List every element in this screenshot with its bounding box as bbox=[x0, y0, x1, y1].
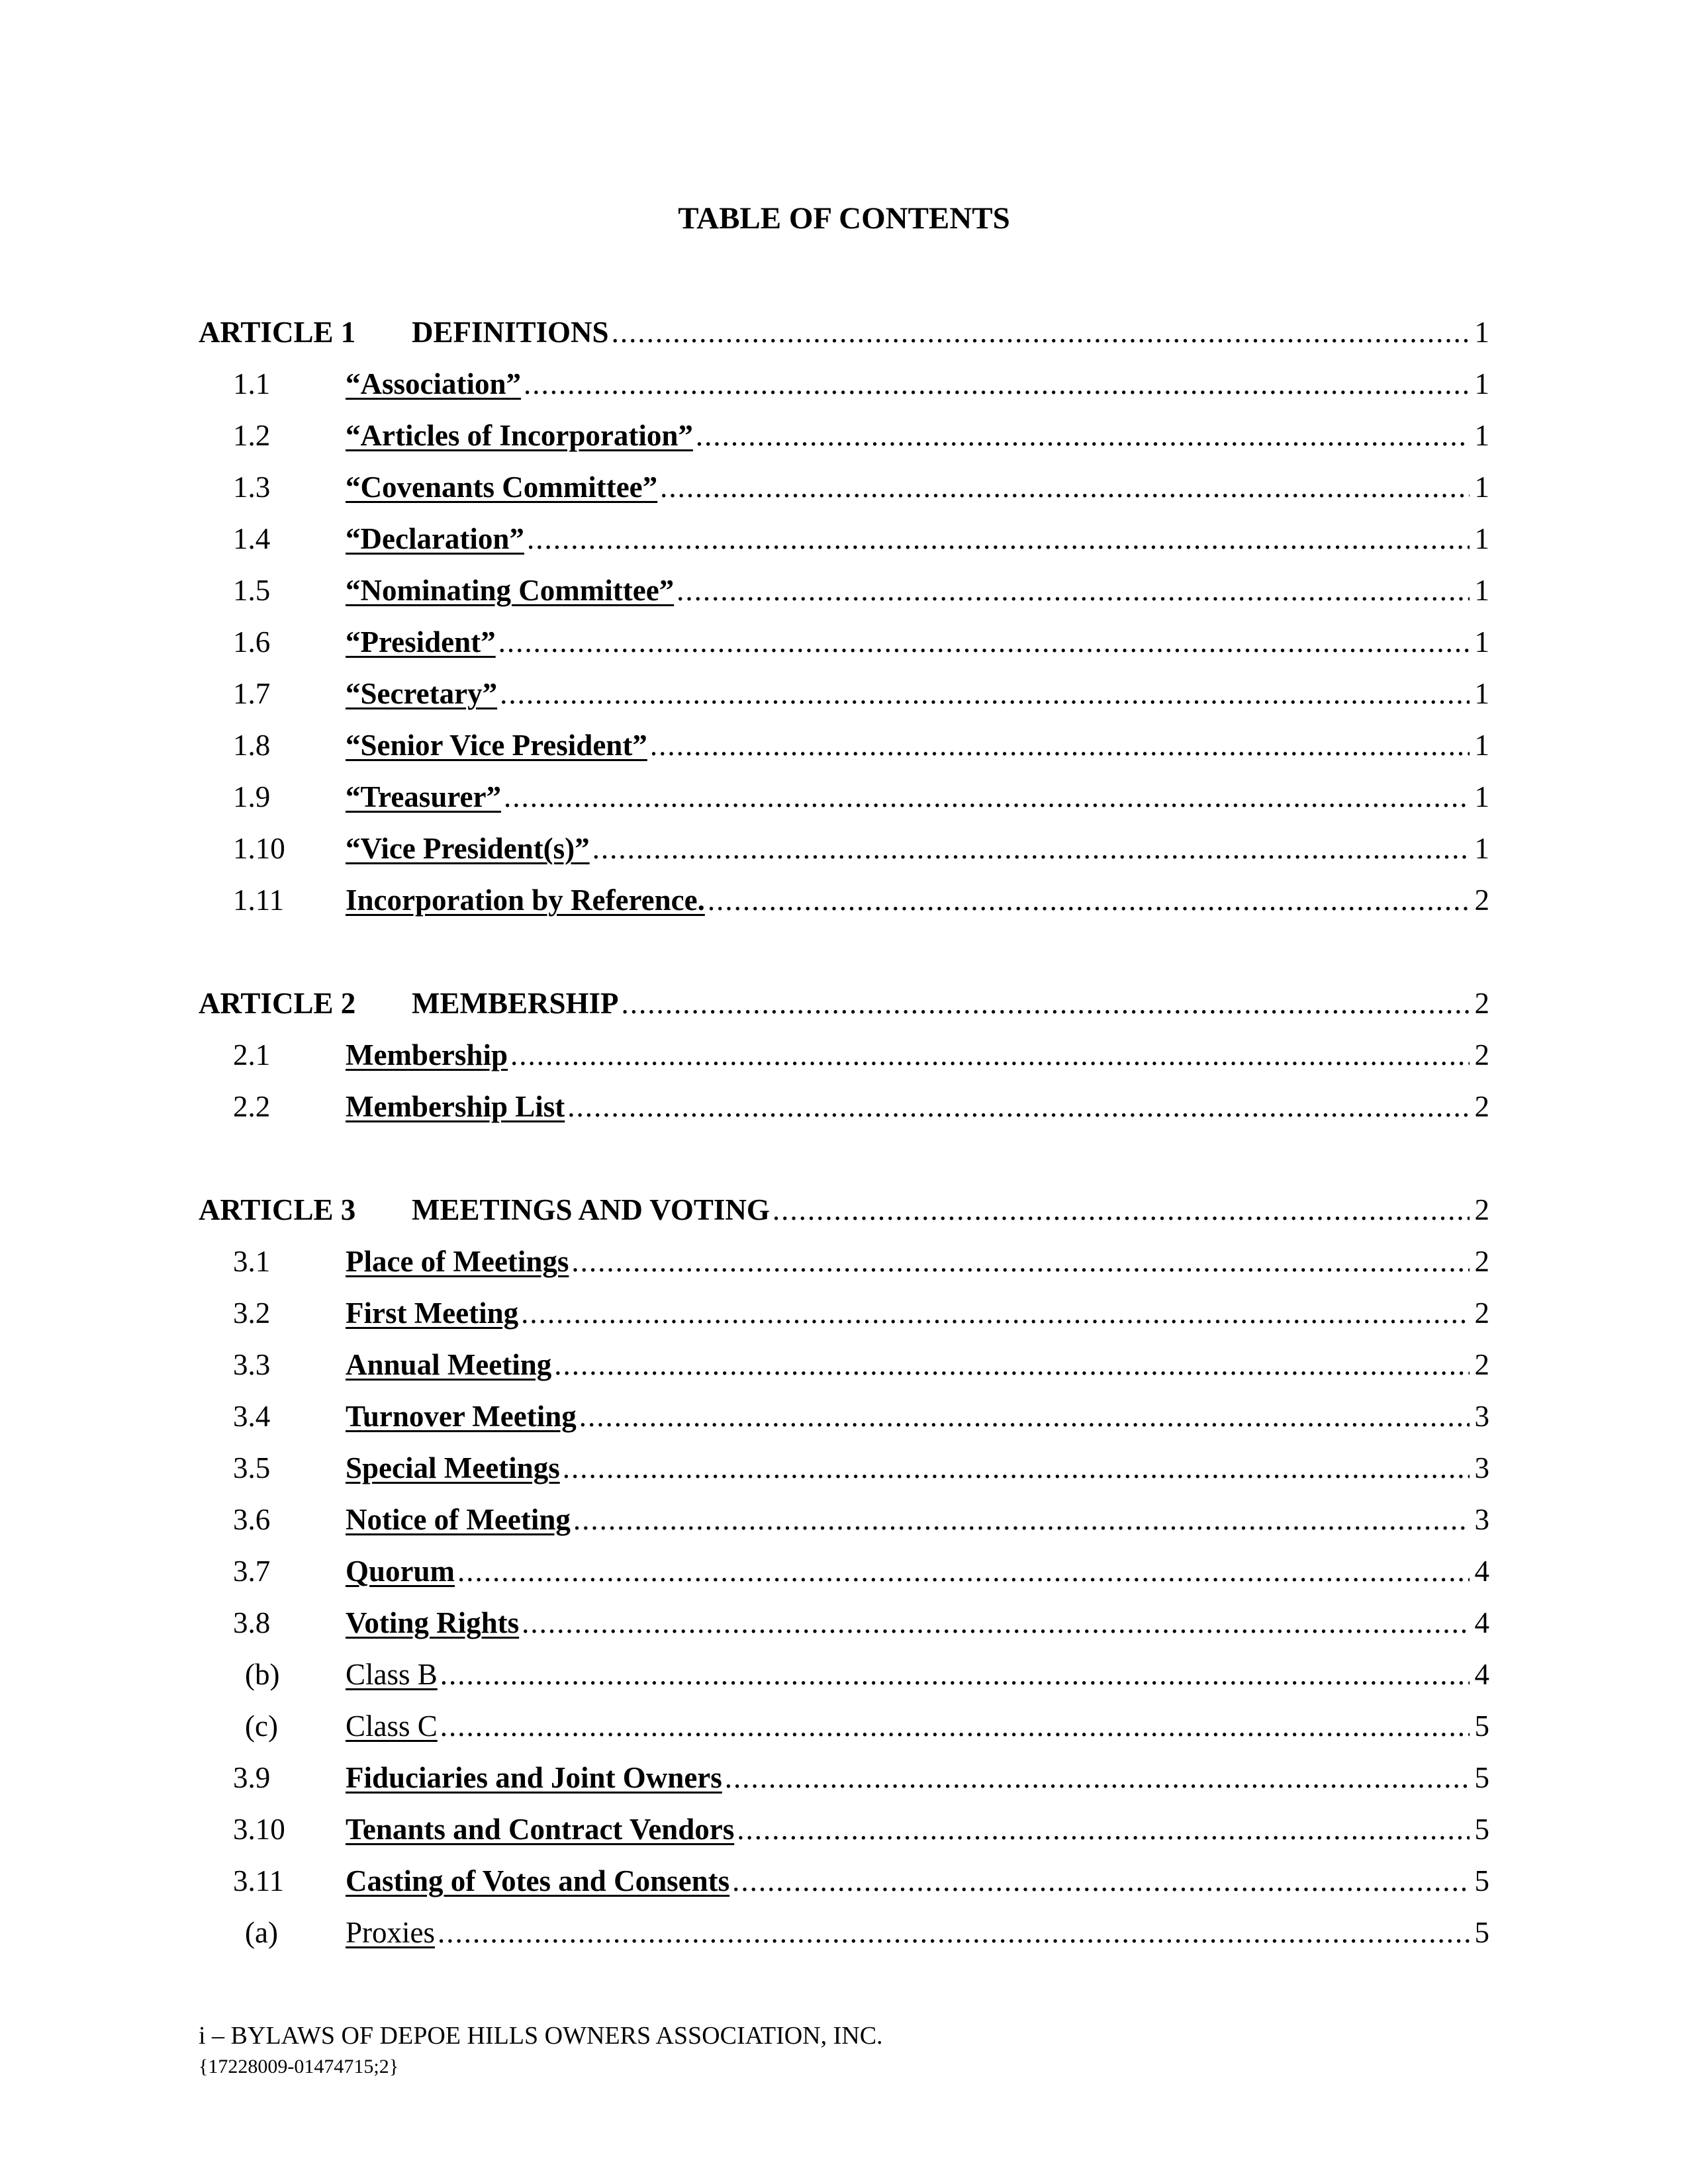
section-title-link[interactable]: “Covenants Committee” bbox=[346, 471, 658, 504]
dot-leader bbox=[592, 829, 1470, 868]
toc-section-entry[interactable] bbox=[199, 570, 1489, 622]
page-number: 3 bbox=[1474, 1503, 1489, 1536]
article-label: ARTICLE 3 bbox=[199, 1193, 356, 1226]
page-number: 1 bbox=[1474, 780, 1489, 813]
page-number: 1 bbox=[1474, 367, 1489, 400]
page-number: 5 bbox=[1474, 1709, 1489, 1743]
page-number: 2 bbox=[1474, 1038, 1489, 1071]
page-number: 4 bbox=[1474, 1658, 1489, 1691]
page-number: 2 bbox=[1474, 1348, 1489, 1381]
toc-article-entry[interactable] bbox=[199, 983, 1489, 1035]
toc-section-entry[interactable] bbox=[199, 1551, 1489, 1603]
toc-section-entry[interactable] bbox=[199, 1087, 1489, 1138]
document-id: {17228009-01474715;2} bbox=[199, 2056, 399, 2077]
section-title-link[interactable]: “Treasurer” bbox=[346, 780, 501, 813]
page-number: 5 bbox=[1474, 1864, 1489, 1897]
article-label: ARTICLE 1 bbox=[199, 316, 356, 349]
toc-section-entry[interactable] bbox=[199, 1861, 1489, 1913]
toc-section-entry[interactable] bbox=[199, 364, 1489, 416]
dot-leader bbox=[504, 777, 1470, 817]
section-title-link[interactable]: “Nominating Committee” bbox=[346, 574, 675, 607]
section-title-link[interactable]: Class B bbox=[346, 1658, 438, 1691]
toc-section-entry[interactable] bbox=[199, 519, 1489, 570]
toc-section-entry[interactable] bbox=[199, 1448, 1489, 1500]
dot-leader bbox=[567, 1087, 1469, 1126]
section-title-link[interactable]: “Declaration” bbox=[346, 522, 524, 555]
section-number: (a) bbox=[245, 1916, 278, 1949]
page-number: 1 bbox=[1474, 729, 1489, 762]
toc-subsection-entry[interactable] bbox=[199, 1913, 1489, 1964]
page-number: 1 bbox=[1474, 574, 1489, 607]
article-title: DEFINITIONS bbox=[412, 316, 609, 349]
section-number: 1.2 bbox=[233, 419, 271, 452]
section-number: 1.9 bbox=[233, 780, 271, 813]
section-number: 1.10 bbox=[233, 832, 285, 865]
page-number: 3 bbox=[1474, 1400, 1489, 1433]
dot-leader bbox=[521, 1293, 1469, 1333]
section-number: 1.6 bbox=[233, 625, 271, 659]
toc-section-entry[interactable] bbox=[199, 829, 1489, 880]
page-number: 1 bbox=[1474, 832, 1489, 865]
section-title-link[interactable]: Class C bbox=[346, 1709, 438, 1743]
page-number: 2 bbox=[1474, 1090, 1489, 1123]
dot-leader bbox=[677, 570, 1469, 610]
section-number: 3.9 bbox=[233, 1761, 271, 1794]
dot-leader bbox=[708, 880, 1470, 920]
article-label: ARTICLE 2 bbox=[199, 987, 356, 1020]
toc-section-entry[interactable] bbox=[199, 467, 1489, 519]
dot-leader bbox=[612, 312, 1470, 352]
section-number: 1.5 bbox=[233, 574, 271, 607]
toc-section-entry[interactable] bbox=[199, 880, 1489, 932]
section-number: 1.1 bbox=[233, 367, 271, 400]
section-title-link[interactable]: Notice of Meeting bbox=[346, 1503, 571, 1536]
page-number: 1 bbox=[1474, 677, 1489, 710]
page-number: 5 bbox=[1474, 1761, 1489, 1794]
section-title-link[interactable]: Quorum bbox=[346, 1555, 455, 1588]
section-title-link[interactable]: “Vice President(s)” bbox=[346, 832, 590, 865]
dot-leader bbox=[524, 364, 1469, 404]
toc-section-entry[interactable] bbox=[199, 1758, 1489, 1809]
section-title-link[interactable]: Turnover Meeting bbox=[346, 1400, 577, 1433]
section-number: 3.6 bbox=[233, 1503, 271, 1536]
section-number: 1.7 bbox=[233, 677, 271, 710]
toc-article-entry[interactable] bbox=[199, 312, 1489, 364]
dot-leader bbox=[440, 1706, 1470, 1746]
section-number: 3.5 bbox=[233, 1451, 271, 1484]
toc-section-entry[interactable] bbox=[199, 416, 1489, 467]
section-title-link[interactable]: “Articles of Incorporation” bbox=[346, 419, 693, 452]
page-number: 1 bbox=[1474, 471, 1489, 504]
dot-leader bbox=[660, 467, 1469, 507]
section-number: 3.7 bbox=[233, 1555, 271, 1588]
toc-article-entry[interactable] bbox=[199, 1190, 1489, 1242]
section-number: (b) bbox=[245, 1658, 280, 1691]
section-number: (c) bbox=[245, 1709, 278, 1743]
page-number: 2 bbox=[1474, 1193, 1489, 1226]
page-number: 3 bbox=[1474, 1451, 1489, 1484]
toc-section-entry[interactable] bbox=[199, 777, 1489, 829]
page-number: 1 bbox=[1474, 316, 1489, 349]
footer-text: i – BYLAWS OF DEPOE HILLS OWNERS ASSOCIATION, INC. bbox=[199, 2022, 883, 2050]
article-title: MEMBERSHIP bbox=[412, 987, 619, 1020]
section-title-link[interactable]: Membership bbox=[346, 1038, 508, 1071]
section-number: 1.11 bbox=[233, 884, 285, 917]
toc-subsection-entry[interactable] bbox=[199, 1655, 1489, 1706]
toc-section-entry[interactable] bbox=[199, 1035, 1489, 1087]
page-title: TABLE OF CONTENTS bbox=[678, 201, 1010, 236]
dot-leader bbox=[650, 725, 1470, 765]
section-title-link[interactable]: Proxies bbox=[346, 1916, 435, 1949]
dot-leader bbox=[457, 1551, 1469, 1591]
page-number: 2 bbox=[1474, 1297, 1489, 1330]
toc-section-entry[interactable] bbox=[199, 1293, 1489, 1345]
dot-leader bbox=[732, 1861, 1469, 1901]
section-title-link[interactable]: First Meeting bbox=[346, 1297, 519, 1330]
dot-leader bbox=[579, 1396, 1470, 1436]
page-number: 2 bbox=[1474, 884, 1489, 917]
toc-section-entry[interactable] bbox=[199, 1500, 1489, 1551]
section-title-link[interactable]: “Senior Vice President” bbox=[346, 729, 647, 762]
page-number: 1 bbox=[1474, 625, 1489, 659]
section-title-link[interactable]: “President” bbox=[346, 625, 496, 659]
page-number: 4 bbox=[1474, 1555, 1489, 1588]
section-title-link[interactable]: Special Meetings bbox=[346, 1451, 560, 1484]
section-number: 2.1 bbox=[233, 1038, 271, 1071]
dot-leader bbox=[573, 1500, 1470, 1539]
section-title-link[interactable]: “Association” bbox=[346, 367, 522, 400]
section-number: 3.10 bbox=[233, 1813, 285, 1846]
toc-section-entry[interactable] bbox=[199, 1345, 1489, 1396]
section-title-link[interactable]: Voting Rights bbox=[346, 1606, 520, 1639]
toc-section-entry[interactable] bbox=[199, 1396, 1489, 1448]
toc-section-entry[interactable] bbox=[199, 1603, 1489, 1655]
section-title-link[interactable]: Place of Meetings bbox=[346, 1245, 569, 1278]
dot-leader bbox=[500, 674, 1469, 713]
toc-subsection-entry[interactable] bbox=[199, 1706, 1489, 1758]
page-number: 1 bbox=[1474, 522, 1489, 555]
dot-leader bbox=[571, 1242, 1469, 1281]
section-number: 1.4 bbox=[233, 522, 271, 555]
section-number: 1.3 bbox=[233, 471, 271, 504]
section-title-link[interactable]: Membership List bbox=[346, 1090, 565, 1123]
dot-leader bbox=[498, 622, 1470, 662]
dot-leader bbox=[563, 1448, 1470, 1488]
page-number: 4 bbox=[1474, 1606, 1489, 1639]
dot-leader bbox=[737, 1809, 1469, 1849]
toc-section-entry[interactable] bbox=[199, 725, 1489, 777]
section-title-link[interactable]: Fiduciaries and Joint Owners bbox=[346, 1761, 722, 1794]
toc-section-entry[interactable] bbox=[199, 622, 1489, 674]
section-number: 1.8 bbox=[233, 729, 271, 762]
section-title-link[interactable]: Casting of Votes and Consents bbox=[346, 1864, 730, 1897]
section-number: 3.11 bbox=[233, 1864, 285, 1897]
page-number: 1 bbox=[1474, 419, 1489, 452]
toc-section-entry[interactable] bbox=[199, 674, 1489, 725]
section-title-link[interactable]: Incorporation by Reference. bbox=[346, 884, 705, 917]
toc-section-entry[interactable] bbox=[199, 1242, 1489, 1293]
dot-leader bbox=[440, 1655, 1470, 1694]
dot-leader bbox=[438, 1913, 1470, 1952]
dot-leader bbox=[725, 1758, 1470, 1797]
section-title-link[interactable]: Annual Meeting bbox=[346, 1348, 552, 1381]
dot-leader bbox=[554, 1345, 1469, 1385]
page-number: 2 bbox=[1474, 987, 1489, 1020]
section-number: 3.3 bbox=[233, 1348, 271, 1381]
page-number: 5 bbox=[1474, 1916, 1489, 1949]
dot-leader bbox=[522, 1603, 1469, 1643]
section-number: 3.8 bbox=[233, 1606, 271, 1639]
dot-leader bbox=[527, 519, 1470, 559]
article-title: MEETINGS AND VOTING bbox=[412, 1193, 770, 1226]
section-number: 3.4 bbox=[233, 1400, 271, 1433]
dot-leader bbox=[773, 1190, 1470, 1230]
section-number: 3.2 bbox=[233, 1297, 271, 1330]
dot-leader bbox=[622, 983, 1470, 1023]
section-title-link[interactable]: “Secretary” bbox=[346, 677, 498, 710]
table-of-contents bbox=[199, 312, 1489, 1964]
toc-section-entry[interactable] bbox=[199, 1809, 1489, 1861]
dot-leader bbox=[510, 1035, 1470, 1075]
section-title-link[interactable]: Tenants and Contract Vendors bbox=[346, 1813, 735, 1846]
section-number: 3.1 bbox=[233, 1245, 271, 1278]
page-number: 5 bbox=[1474, 1813, 1489, 1846]
section-number: 2.2 bbox=[233, 1090, 271, 1123]
page-number: 2 bbox=[1474, 1245, 1489, 1278]
dot-leader bbox=[696, 416, 1470, 455]
